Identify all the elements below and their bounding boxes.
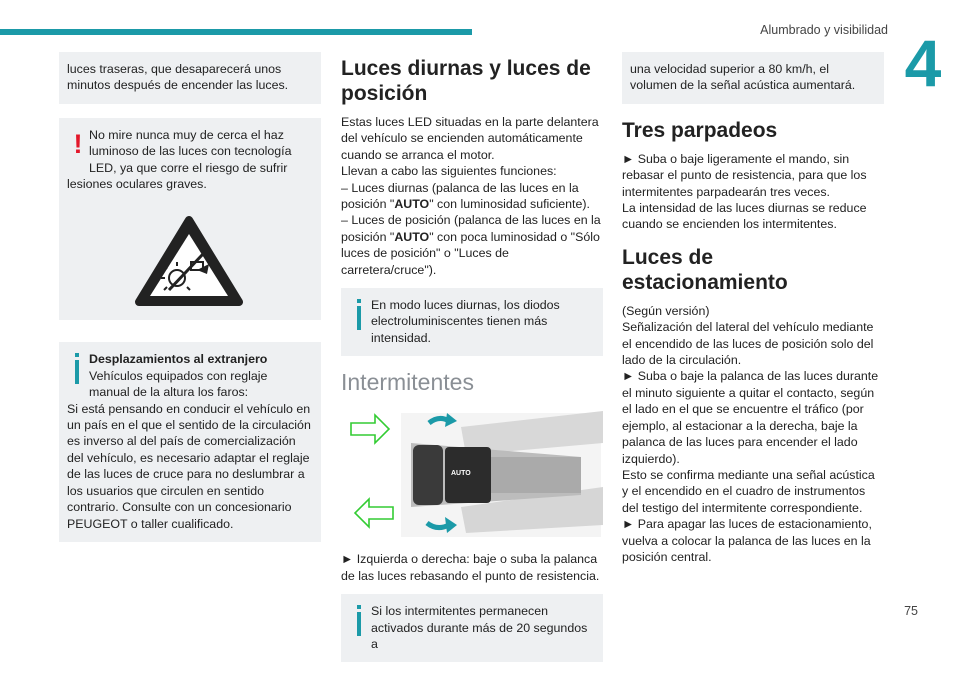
parking-version: (Según versión) — [622, 303, 710, 318]
drl-intro: Estas luces LED situadas en la parte delantera del vehículo se encienden automáticamente cuando se arranca el motor. — [341, 115, 599, 162]
led-eye-hazard-sign — [67, 192, 311, 320]
info-title: Desplazamientos al extranjero — [89, 352, 268, 367]
info-indicators-text: Si los intermitentes permanecen activados durante más de 20 segundos a — [371, 604, 588, 651]
section-title-indicators: Intermitentes — [341, 369, 474, 396]
parking-confirm: Esto se confirma mediante una señal acústica y el encendido en el cuadro de instrumentos del testigo del intermitente correspondiente. — [622, 467, 875, 515]
info-icon — [349, 297, 371, 331]
continued-note-text: luces traseras, que desaparecerá unos minutos después de encender las luces. — [67, 62, 289, 93]
drl-function-1: – Luces diurnas (palanca de las luces en la posición "AUTO" con luminosidad suficiente). — [341, 180, 590, 212]
warning-box — [59, 118, 321, 321]
page-header-title: Alumbrado y visibilidad — [760, 23, 888, 37]
drl-functions: Llevan a cabo las siguientes funciones: — [341, 164, 557, 179]
info-icon — [349, 603, 371, 637]
column-2 — [341, 52, 603, 676]
info-icon — [67, 351, 89, 385]
info-box-continued — [622, 52, 884, 104]
info-box-drl — [341, 288, 603, 356]
indicator-step: ► Izquierda o derecha: baje o suba la palanca de las luces rebasando el punto de resistencia. — [341, 552, 600, 583]
parking-step-1: ► Suba o baje la palanca de las luces durante el minuto siguiente a quitar el contacto, según el lado en el que se encuentre el tráfico (por ejemplo, al estacionar a la derecha, baje la palanca de las luces para encender el lado izquierdo). — [622, 369, 879, 466]
parking-desc: Señalización del lateral del vehículo mediante el encendido de las luces de posición solo del lado de la circulación. — [622, 320, 874, 368]
info-text: Vehículos equipados con reglaje manual de la altura los faros: Si está pensando en conducir el vehículo en un país en el que el sentido de la circulación es inverso al del país de comercialización del vehículo, es necesario adaptar el reglaje de las luces de cruce para no deslumbrar a los usuarios que circulen en sentido contrario. Consulte con un concesionario PEUGEOT o taller cualificado. — [67, 368, 311, 531]
continued-note-box — [59, 52, 321, 104]
three-flashes-note: La intensidad de las luces diurnas se reduce cuando se encienden los intermitentes. — [622, 201, 867, 232]
warning-exclamation-icon: ! — [73, 128, 83, 159]
section-title-drl: Luces diurnas y luces de posición — [341, 57, 591, 105]
info-box-abroad — [59, 342, 321, 541]
chapter-number: 4 — [904, 26, 942, 100]
header-accent-bar — [0, 29, 472, 35]
parking-step-2: ► Para apagar las luces de estacionamiento, vuelva a colocar la palanca de las luces en la posición central. — [622, 517, 872, 564]
warning-text: No mire nunca muy de cerca el haz luminoso de las luces con tecnología LED, ya que corre el riesgo de sufrir lesiones oculares graves. — [67, 127, 292, 192]
info-box-indicators — [341, 594, 603, 662]
info-continued-text: una velocidad superior a 80 km/h, el volumen de la señal acústica aumentará. — [630, 62, 856, 93]
column-3 — [622, 52, 884, 565]
section-title-parking-lights: Luces de estacionamiento — [622, 245, 788, 294]
drl-function-2: – Luces de posición (palanca de las luces en la posición "AUTO" con poca luminosidad o "Sólo luces de posición" o "Luces de carretera/cruce"). — [341, 213, 601, 277]
column-1 — [59, 52, 321, 556]
page-number: 75 — [904, 604, 918, 618]
indicator-stalk-photo — [341, 407, 603, 539]
svg-text:AUTO: AUTO — [451, 470, 471, 478]
info-drl-text: En modo luces diurnas, los diodos electroluminiscentes tienen más intensidad. — [371, 298, 560, 345]
section-title-three-flashes: Tres parpadeos — [622, 118, 778, 142]
three-flashes-step: ► Suba o baje ligeramente el mando, sin rebasar el punto de resistencia, para que los intermitentes parpadearán tres veces. — [622, 151, 867, 199]
